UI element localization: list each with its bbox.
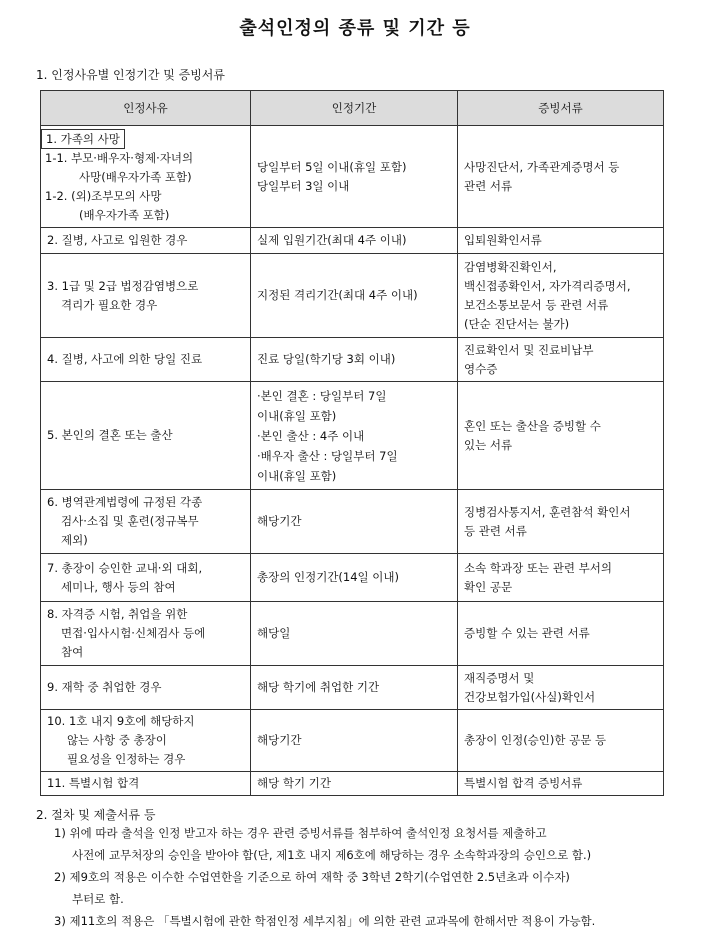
- reason-line: 격리가 필요한 경우: [61, 297, 158, 312]
- reason-line: 세미나, 행사 등의 참여: [61, 579, 176, 594]
- procedure-line: 3) 제11호의 적용은 「특별시험에 관한 학점인정 세부지침」에 의한 관련 교과목에 한해서만 적용이 가능함.: [54, 914, 596, 928]
- procedure-line: 2) 제9호의 적용은 이수한 수업연한을 기준으로 하여 재학 중 3학년 2학기(수업연한 2.5년초과 이수자): [54, 870, 570, 884]
- docs-line: 확인 공문: [464, 579, 513, 594]
- period-line: 실제 입원기간(최대 4주 이내): [257, 233, 407, 247]
- reason-line: 1-1. 부모·배우자·형제·자녀의: [45, 150, 194, 165]
- docs-line: 건강보험가입(사실)확인서: [464, 689, 596, 704]
- table-row: [41, 228, 664, 254]
- period-line: 해당기간: [257, 514, 302, 528]
- table-row: [41, 490, 664, 554]
- period-line: 이내(휴일 포함): [257, 468, 337, 483]
- reason-line: 않는 사항 중 총장이: [67, 733, 167, 747]
- docs-line: 특별시험 합격 증빙서류: [464, 776, 583, 790]
- reason-line: 1-2. (외)조부모의 사망: [45, 188, 162, 203]
- procedure-line: 부터로 함.: [72, 892, 124, 906]
- docs-line: 입퇴원확인서류: [464, 233, 542, 247]
- period-line: 당일부터 3일 이내: [257, 178, 350, 193]
- reason-line: 7. 총장이 승인한 교내·외 대회,: [47, 560, 203, 575]
- period-line: 총장의 인정기간(14일 이내): [257, 570, 400, 584]
- docs-cell: [458, 772, 664, 796]
- docs-cell: [458, 338, 664, 382]
- docs-cell: [458, 710, 664, 772]
- period-line: 해당 학기 기간: [257, 776, 331, 790]
- table-row: [41, 126, 664, 228]
- reason-line: 4. 질병, 사고에 의한 당일 진료: [47, 352, 203, 366]
- reason-line: 제외): [61, 533, 88, 547]
- period-line: 이내(휴일 포함): [257, 408, 337, 423]
- docs-line: 관련 서류: [464, 178, 513, 193]
- reason-line: 필요성을 인정하는 경우: [67, 752, 186, 766]
- period-cell: [251, 228, 458, 254]
- period-cell: [251, 602, 458, 666]
- period-line: 해당일: [257, 626, 291, 640]
- reason-line: 6. 병역관계법령에 규정된 각종: [47, 495, 203, 509]
- period-line: 해당기간: [257, 733, 302, 747]
- table-row: [41, 382, 664, 490]
- docs-line: 있는 서류: [464, 437, 513, 452]
- docs-line: 감염병확진확인서,: [464, 259, 557, 274]
- docs-cell: [458, 602, 664, 666]
- period-line: 지정된 격리기간(최대 4주 이내): [257, 288, 418, 302]
- reason-cell: [41, 228, 251, 254]
- period-cell: [251, 490, 458, 554]
- docs-cell: [458, 382, 664, 490]
- period-line: ·본인 결혼 : 당일부터 7일: [257, 388, 387, 403]
- reason-line: 3. 1급 및 2급 법정감염병으로: [47, 278, 199, 293]
- reason-line: 11. 특별시험 합격: [47, 776, 140, 790]
- period-cell: [251, 338, 458, 382]
- attendance-table: [40, 90, 664, 796]
- reason-line: 검사·소집 및 훈련(정규복무: [61, 514, 199, 528]
- docs-line: 등 관련 서류: [464, 523, 527, 538]
- reason-cell: [41, 554, 251, 602]
- section-heading-2: 2. 절차 및 제출서류 등: [36, 808, 156, 822]
- period-line: 당일부터 5일 이내(휴일 포함): [257, 159, 407, 174]
- reason-line: 10. 1호 내지 9호에 해당하지: [47, 714, 195, 728]
- period-cell: [251, 554, 458, 602]
- docs-line: 혼인 또는 출산을 증빙할 수: [464, 418, 601, 433]
- docs-line: 진료확인서 및 진료비납부: [464, 342, 594, 357]
- page-title: 출석인정의 종류 및 기간 등: [239, 18, 471, 39]
- period-line: ·본인 출산 : 4주 이내: [257, 428, 365, 443]
- header-reason: 인정사유: [41, 91, 251, 126]
- reason-cell: [41, 772, 251, 796]
- table-row: [41, 554, 664, 602]
- reason-cell: [41, 126, 251, 228]
- reason-line: 9. 재학 중 취업한 경우: [47, 680, 162, 694]
- docs-cell: [458, 228, 664, 254]
- reason-cell: [41, 490, 251, 554]
- docs-cell: [458, 490, 664, 554]
- reason-line: 5. 본인의 결혼 또는 출산: [47, 428, 173, 442]
- docs-line: 증빙할 수 있는 관련 서류: [464, 626, 590, 640]
- reason-cell: [41, 338, 251, 382]
- period-cell: [251, 710, 458, 772]
- reason-line: 1. 가족의 사망: [41, 129, 125, 149]
- table-row: [41, 338, 664, 382]
- docs-line: 사망진단서, 가족관계증명서 등: [464, 159, 620, 174]
- docs-cell: [458, 254, 664, 338]
- table-row: [41, 772, 664, 796]
- period-cell: [251, 254, 458, 338]
- table-row: [41, 254, 664, 338]
- docs-cell: [458, 666, 664, 710]
- table-header-row: [41, 91, 664, 126]
- table-row: [41, 710, 664, 772]
- header-period: 인정기간: [251, 91, 458, 126]
- reason-line: 8. 자격증 시험, 취업을 위한: [47, 607, 188, 621]
- procedure-line: 1) 위에 따라 출석을 인정 받고자 하는 경우 관련 증빙서류를 첨부하여 출석인정 요청서를 제출하고: [54, 826, 547, 840]
- section-heading-1: 1. 인정사유별 인정기간 및 증빙서류: [36, 68, 225, 82]
- docs-line: 총장이 인정(승인)한 공문 등: [464, 733, 607, 747]
- docs-cell: [458, 126, 664, 228]
- docs-line: 소속 학과장 또는 관련 부서의: [464, 560, 612, 575]
- docs-cell: [458, 554, 664, 602]
- reason-cell: [41, 602, 251, 666]
- docs-line: (단순 진단서는 불가): [464, 316, 570, 331]
- docs-line: 재직증명서 및: [464, 670, 535, 685]
- reason-cell: [41, 254, 251, 338]
- reason-line: 참여: [61, 645, 84, 659]
- period-cell: [251, 666, 458, 710]
- period-line: 해당 학기에 취업한 기간: [257, 680, 380, 694]
- period-line: 진료 당일(학기당 3회 이내): [257, 352, 396, 366]
- header-docs: 증빙서류: [458, 91, 664, 126]
- period-cell: [251, 382, 458, 490]
- table-row: [41, 666, 664, 710]
- docs-line: 보건소통보문서 등 관련 서류: [464, 297, 609, 312]
- reason-line: 사망(배우자가족 포함): [79, 169, 192, 184]
- reason-line: (배우자가족 포함): [79, 207, 170, 222]
- docs-line: 징병검사통지서, 훈련참석 확인서: [464, 504, 631, 519]
- table-row: [41, 602, 664, 666]
- period-cell: [251, 126, 458, 228]
- period-line: ·배우자 출산 : 당일부터 7일: [257, 448, 398, 463]
- reason-cell: [41, 666, 251, 710]
- procedure-line: 사전에 교무처장의 승인을 받아야 함(단, 제1호 내지 제6호에 해당하는 경우 소속학과장의 승인으로 함.): [72, 848, 592, 862]
- period-cell: [251, 772, 458, 796]
- reason-line: 2. 질병, 사고로 입원한 경우: [47, 233, 188, 247]
- docs-line: 영수증: [464, 361, 498, 376]
- reason-cell: [41, 710, 251, 772]
- docs-line: 백신접종확인서, 자가격리증명서,: [464, 278, 631, 293]
- reason-line: 면접·입사시험·신체검사 등에: [61, 626, 206, 640]
- reason-cell: [41, 382, 251, 490]
